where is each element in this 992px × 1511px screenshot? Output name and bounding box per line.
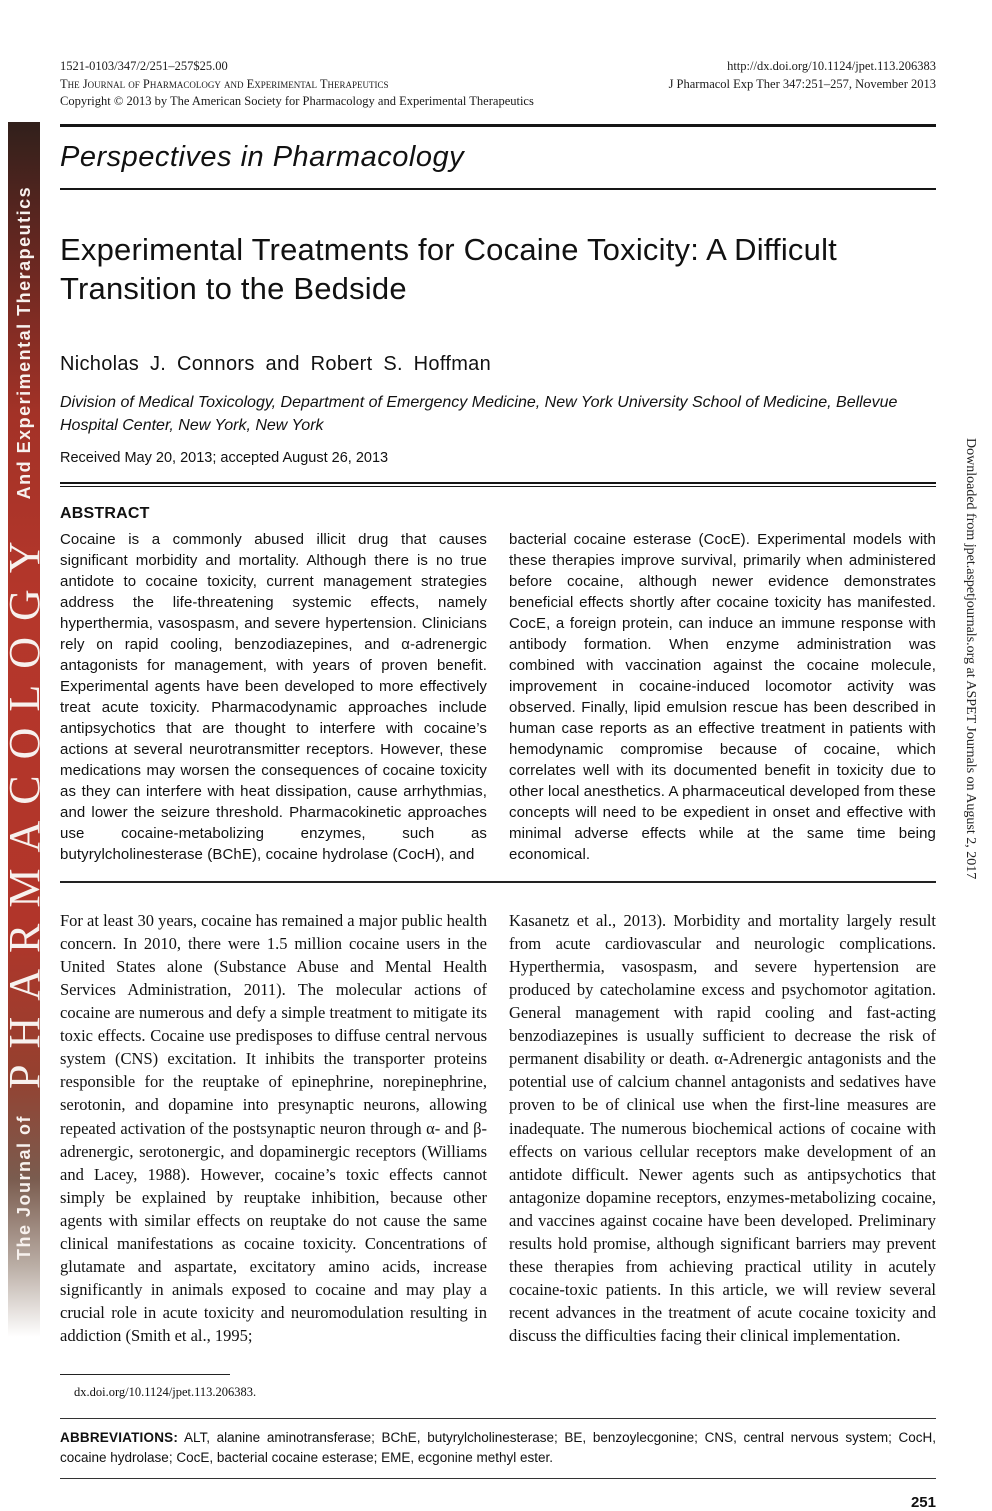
- body-text-left: For at least 30 years, cocaine has remained a major public health concern. In 2010, there were 1.5 million cocaine users in the United States alone (Substance Abuse and Mental Health Services Administration, 2011). The molecular actions of cocaine are numerous and defy a simple treatment to mitigate its toxic effects. Cocaine use predisposes to diffuse central nervous system (CNS) excitation. It inhibits the transporter proteins responsible for the reuptake of epinephrine, norepinephrine, serotonin, and dopamine into presynaptic neurons, allowing repeated activation of the postsynaptic neuron through α- and β-adrenergic, serotonergic, and dopaminergic receptors (Williams and Lacey, 1988). However, cocaine’s toxic effects cannot simply be explained by reuptake inhibition, because other agents with similar effects on reuptake do not cause the same clinical manifestations as cocaine toxicity. Concentrations of glutamate and aspartate, excitatory amino acids, increase significantly in animals exposed to cocaine and may play a crucial role in acute toxicity and neuromodulation resulting in addiction (Smith et al., 1995;: [60, 910, 488, 1346]
- divider-banner: [60, 188, 936, 190]
- issn-line: 1521-0103/347/2/251–257$25.00: [60, 59, 228, 73]
- download-watermark: Downloaded from jpet.aspetjournals.org at ASPET Journals on August 2, 2017: [963, 438, 978, 880]
- article-affiliation: Division of Medical Toxicology, Department of Emergency Medicine, New York University School of Medicine, Bellevue Hospital Center, New York, New York: [60, 393, 898, 435]
- journal-spine-text: [0, 135, 49, 1340]
- divider-abstract-top: [60, 482, 936, 487]
- divider-abbreviations-top: [60, 1418, 936, 1419]
- divider-abstract-bottom: [60, 881, 936, 883]
- article-title: Experimental Treatments for Cocaine Toxicity: A Difficult Transition to the Bedside: [60, 231, 837, 307]
- body-columns: [60, 909, 936, 1402]
- divider-header: [60, 124, 936, 127]
- spine-journal-name: PHARMACOLOGY: [0, 525, 49, 1089]
- page-content: [60, 58, 936, 1511]
- abstract-columns: [60, 529, 936, 865]
- abstract-heading: ABSTRACT: [60, 505, 150, 523]
- spine-journal-of: The Journal of: [13, 1114, 34, 1260]
- body-text-right: Kasanetz et al., 2013). Morbidity and mortality largely result from acute cardiovascular and neurologic complications. Hyperthermia, vasospasm, and severe hypertension are produced by catecholamine excess and psychomotor agitation. General management with rapid cooling and fast-acting benzodiazepines is usually sufficient to decrease the risk of permanent disability or death. α-Adrenergic antagonists and the potential use of calcium channel antagonists and sedatives have proven to be of clinical use when the first-line measures are inadequate. The numerous biochemical actions of cocaine with effects on various cellular receptors make development of an antidote difficult. Newer agents such as antipsychotics that antagonize dopamine receptors, enzymes-metabolizing cocaine, and vaccines against cocaine have been developed. Preliminary results hold promise, although significant barriers may prevent these therapies from achieving practical utility in acutely cocaine-toxic patients. In this article, we will review several recent advances in the treatment of acute cocaine toxicity and discuss the difficulties facing their clinical implementation.: [509, 910, 936, 1346]
- body-column-right: [509, 909, 936, 1402]
- received-dates: Received May 20, 2013; accepted August 26, 2013: [60, 450, 389, 467]
- abstract-column-right: bacterial cocaine esterase (CocE). Experimental models with these therapies improve survival, primarily when administered before cocaine, although newer evidence demonstrates beneficial effects shortly after cocaine toxicity has manifested. CocE, a foreign protein, can induce an immune response with antibody formation. When enzyme administration was combined with vaccination against the cocaine molecule, improvement in cocaine-induced locomotor activity was observed. Finally, lipid emulsion rescue has been described in human case reports as an effective treatment in patients with hemodynamic compromise because of cocaine, which correlates well with its documented benefit in toxicity due to other local anesthetics. A pharmaceutical developed from these concepts will need to be expedient in onset and effective with minimal adverse effects while at the same time being economical.: [509, 531, 936, 864]
- journal-name-line: The Journal of Pharmacology and Experimental Therapeutics: [60, 76, 389, 91]
- divider-footnote: [60, 1374, 230, 1376]
- copyright-line: Copyright © 2013 by The American Society for Pharmacology and Experimental Therapeutics: [60, 94, 534, 108]
- abbreviations: [60, 1428, 936, 1470]
- doi-footnote: dx.doi.org/10.1124/jpet.113.206383.: [74, 1385, 257, 1399]
- abstract-section: [60, 505, 936, 865]
- citation-header: [60, 58, 936, 111]
- body-column-left: [60, 909, 487, 1402]
- abbreviations-text: ALT, alanine aminotransferase; BChE, butyrylcholinesterase; BE, benzoylecgonine; CNS, central nervous system; CocH, cocaine hydrolase; CocE, bacterial cocaine esterase; EME, ecgonine methyl ester.: [60, 1429, 936, 1466]
- spine-journal-subtitle: And Experimental Therapeutics: [13, 185, 34, 500]
- abstract-column-left: Cocaine is a commonly abused illicit drug that causes significant morbidity and mortality. Although there is no true antidote to cocaine toxicity, current management strategies address the life-threatening systemic effects, namely hyperthermia, vasospasm, and severe hypertension. Clinicians rely on rapid cooling, benzodiazepines, and α-adrenergic antagonists for management, with years of proven benefit. Experimental agents have been developed to more effectively treat acute toxicity. Pharmacodynamic approaches include antipsychotics that are thought to interfere with cocaine’s actions at several neurotransmitter receptors. However, these medications may worsen the consequences of cocaine toxicity as they can interfere with heat dissipation, cause arrhythmias, and lower the seizure threshold. Pharmacokinetic approaches use cocaine-metabolizing enzymes, such as butyrylcholinesterase (BChE), cocaine hydrolase (CocH), and: [60, 531, 487, 864]
- abbreviations-label: ABBREVIATIONS:: [60, 1429, 179, 1445]
- doi-url-line: http://dx.doi.org/10.1124/jpet.113.206383: [727, 59, 936, 73]
- article-authors: Nicholas J. Connors and Robert S. Hoffman: [60, 352, 492, 375]
- divider-abbreviations-bottom: [60, 1478, 936, 1479]
- citation-right: [669, 58, 936, 111]
- page-number: 251: [910, 1494, 936, 1511]
- section-banner: Perspectives in Pharmacology: [60, 140, 465, 173]
- citation-line: J Pharmacol Exp Ther 347:251–257, November 2013: [668, 76, 936, 91]
- citation-left: [60, 58, 534, 111]
